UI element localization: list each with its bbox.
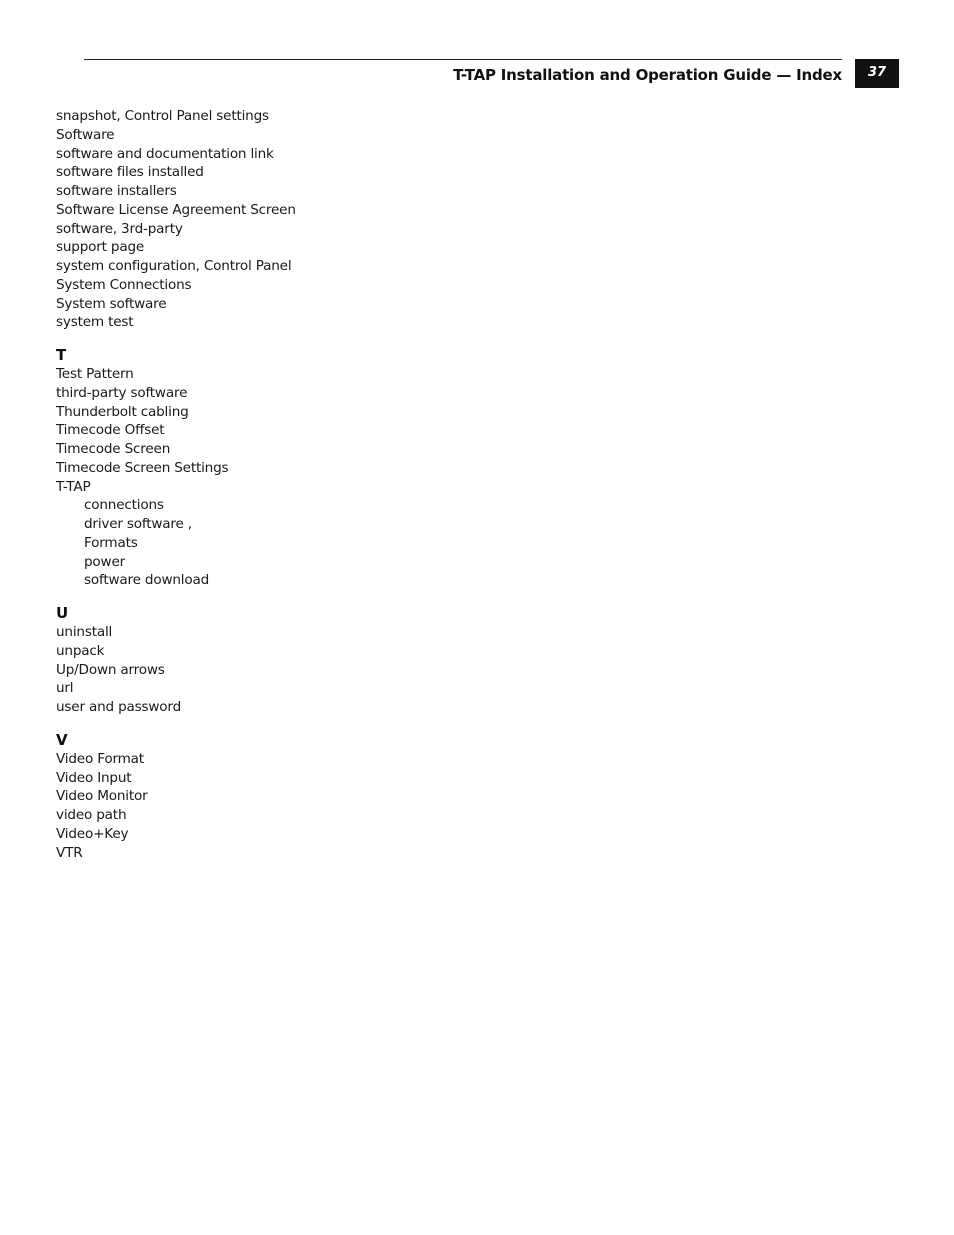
index-entry: video path [56, 807, 127, 823]
index-entries [56, 750, 456, 863]
index-entry: user and password [56, 699, 182, 715]
index-entry: System software [56, 295, 167, 312]
index-entry: software installers [56, 183, 177, 199]
index-entry: system test [56, 314, 134, 331]
index-entry: unpack [56, 642, 105, 659]
index-entry: snapshot, Control Panel settings [56, 108, 269, 124]
header-rule [84, 59, 842, 60]
index-entries [56, 365, 456, 590]
index-letter-heading: T [56, 346, 67, 364]
index-section-t [56, 346, 456, 590]
index-entry: support page [56, 239, 145, 256]
index-entry: Test Pattern [56, 366, 134, 382]
index-entry: Timecode Offset [56, 422, 165, 439]
index-subentry: Formats [84, 534, 138, 551]
index-letter-heading: V [56, 730, 68, 749]
index-entry: Timecode Screen Settings [56, 459, 229, 476]
index-entries [56, 623, 456, 717]
index-section-s [56, 107, 456, 332]
index-section-v [56, 731, 456, 863]
index-subentry: driver software , [84, 516, 192, 532]
index-entry: Up/Down arrows [56, 661, 165, 678]
index-entry: Software License Agreement Screen [56, 201, 296, 218]
index-entry: Video+Key [56, 825, 129, 842]
index-entry: VTR [56, 844, 83, 861]
index-entry: software, 3rd-party [56, 220, 183, 237]
index-subentry: power [84, 553, 126, 570]
index-entry: T-TAP [56, 478, 91, 495]
index-entry: software files installed [56, 164, 204, 181]
index-entry: software and documentation link [56, 145, 274, 162]
index-subentry: connections [84, 497, 164, 514]
index-entry: third-party software [56, 384, 188, 401]
index-entry: Video Input [56, 769, 132, 786]
index-entry: System Connections [56, 276, 192, 293]
index-entry: url [56, 680, 74, 697]
index-list [56, 107, 456, 862]
index-entry: system configuration, Control Panel [56, 258, 292, 274]
index-entry: Timecode Screen [56, 441, 171, 457]
index-entry: Video Format [56, 750, 144, 767]
index-entry: Thunderbolt cabling [56, 403, 189, 420]
page-header-title: T-TAP Installation and Operation Guide — Index [453, 66, 842, 84]
page-number: 37 [855, 59, 899, 88]
index-subentry: software download [84, 572, 210, 589]
index-entry: Software [56, 126, 115, 143]
index-entry: uninstall [56, 624, 113, 640]
index-section-u [56, 604, 456, 717]
index-entries [56, 107, 456, 332]
index-entry: Video Monitor [56, 788, 148, 805]
index-letter-heading: U [56, 604, 69, 622]
